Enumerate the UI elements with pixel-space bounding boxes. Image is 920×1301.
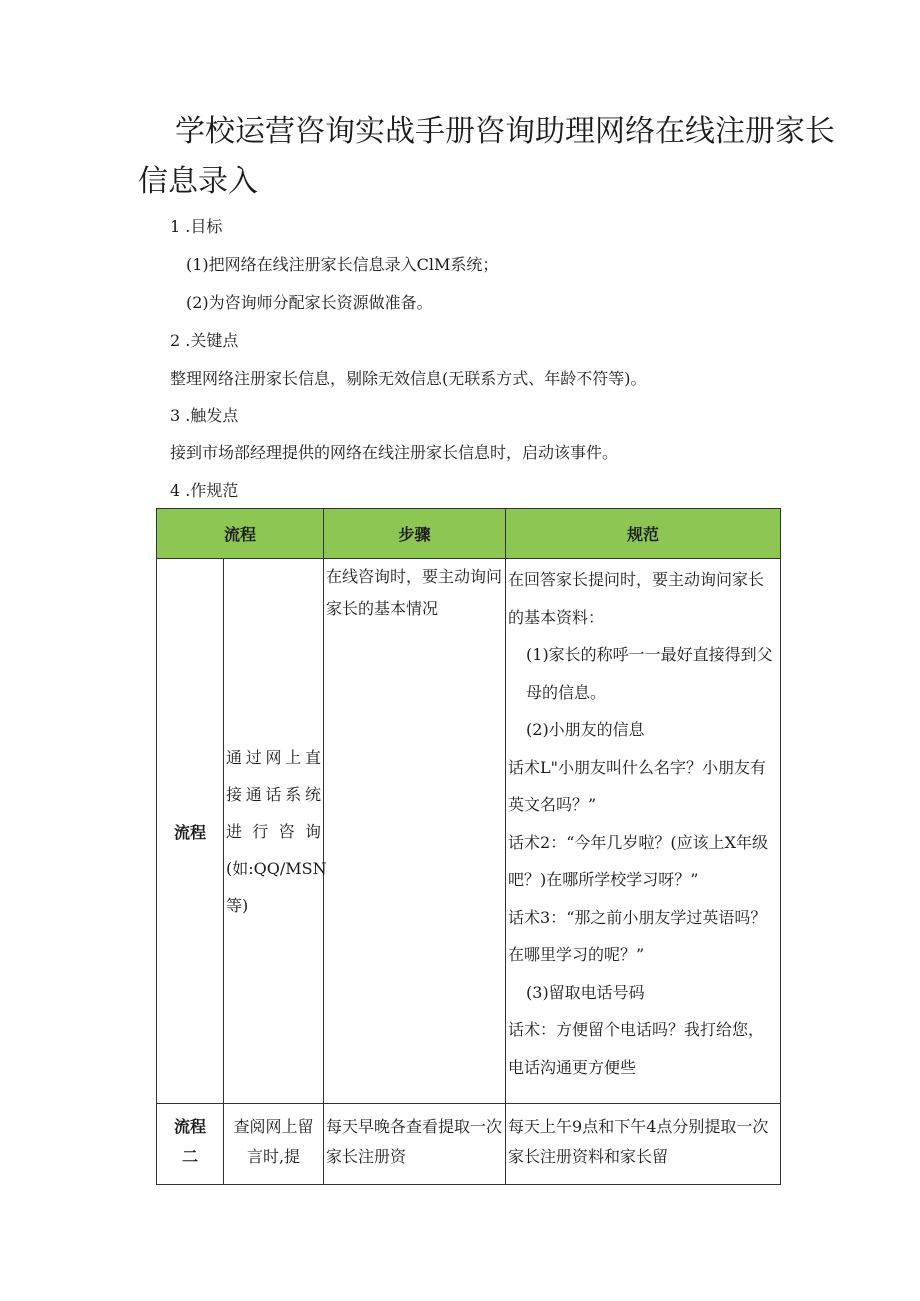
document-title-line1: 学校运营咨询实战手册咨询助理网络在线注册家长 (175, 114, 835, 149)
spec-line: (2)小朋友的信息 (526, 720, 645, 739)
spec-line: 话术2：“今年几岁啦？(应该上X年级吧？)在哪所学校学习呀？” (508, 832, 769, 889)
section-1-item-1: (1)把网络在线注册家长信息录入ClM系统； (186, 255, 499, 274)
spec-line: 在回答家长提问时，要主动询问家长的基本资料： (508, 570, 765, 627)
table-header-row (157, 509, 781, 559)
row-1-label: 流程 (157, 559, 224, 1104)
row-2-spec: 每天上午9点和下午4点分别提取一次家长注册资料和家长留 (506, 1104, 781, 1185)
spec-line: 话术：方便留个电话吗？我打给您，电话沟通更方便些 (508, 1020, 765, 1077)
section-2-body: 整理网络注册家长信息，剔除无效信息(无联系方式、年龄不符等)。 (170, 369, 647, 388)
section-1-heading: 1 .目标 (170, 217, 223, 236)
row-2-method: 查阅网上留言时,提 (224, 1104, 324, 1185)
row-1-step: 在线咨询时，要主动询问家长的基本情况 (324, 559, 506, 1104)
spec-line: (1)家长的称呼一一最好直接得到父母的信息。 (526, 645, 773, 702)
row-1-method: 通过网上直接通话系统进行咨询(如:QQ/MSN等) (224, 559, 324, 1104)
row-2-label (157, 1104, 224, 1185)
header-process: 流程 (157, 509, 324, 559)
section-4-heading: 4 .作规范 (170, 481, 239, 500)
table-row (157, 559, 781, 1104)
spec-line: 话术3：“那之前小朋友学过英语吗？在哪里学习的呢？” (508, 907, 767, 964)
row-2-step: 每天早晚各查看提取一次家长注册资 (324, 1104, 506, 1185)
section-2-heading: 2 .关键点 (170, 331, 239, 350)
spec-line: (3)留取电话号码 (526, 982, 645, 1002)
section-1-item-2: (2)为咨询师分配家长资源做准备。 (186, 293, 433, 312)
header-step: 步骤 (324, 509, 506, 559)
section-3-body: 接到市场部经理提供的网络在线注册家长信息时，启动该事件。 (170, 443, 619, 462)
document-title-line2: 信息录入 (138, 164, 258, 199)
row-2-label-line2: 二 (181, 1147, 198, 1166)
header-spec: 规范 (506, 509, 781, 559)
section-3-heading: 3 .触发点 (170, 406, 239, 425)
table-row (157, 1104, 781, 1185)
process-spec-table (156, 508, 781, 1185)
row-1-spec (506, 559, 781, 1104)
row-2-label-line1: 流程 (173, 1117, 206, 1136)
spec-line: 话术L"小朋友叫什么名字？小朋友有英文名吗？” (508, 757, 767, 814)
